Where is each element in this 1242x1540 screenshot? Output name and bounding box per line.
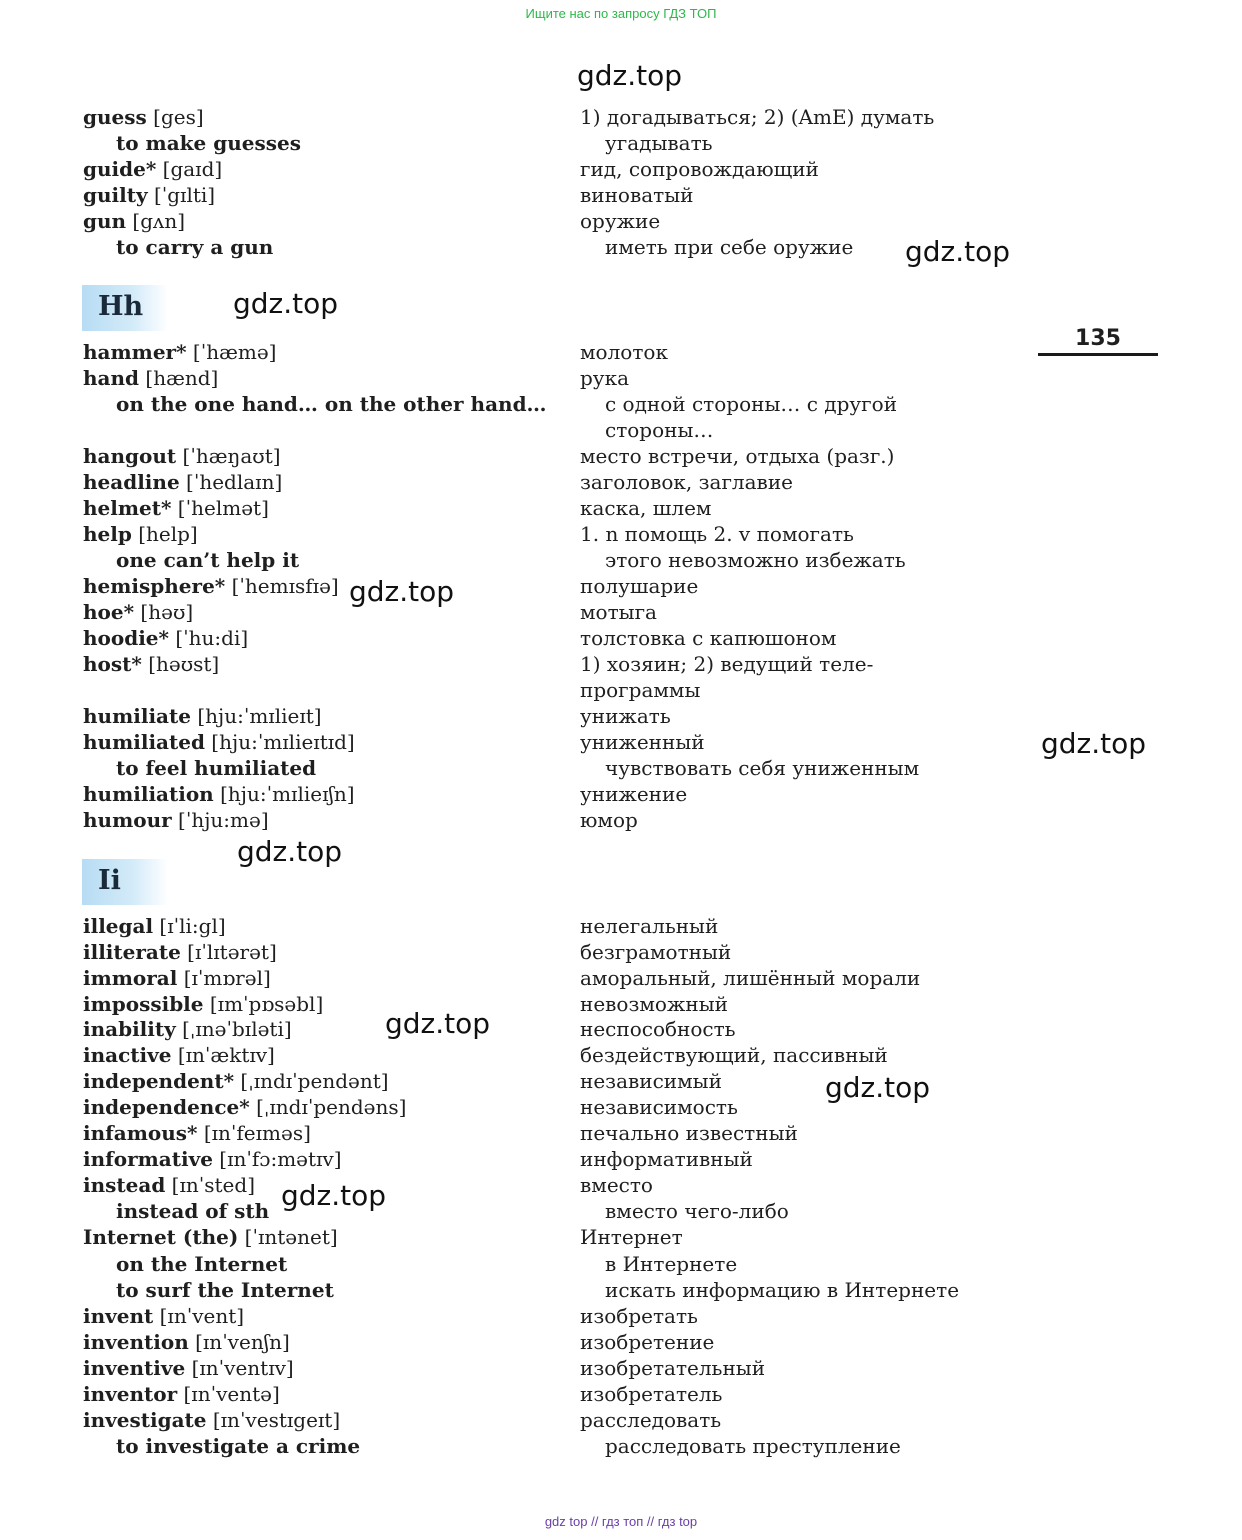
transcription: [həʊst] [141,652,220,676]
letter-heading-h [82,285,168,331]
dictionary-entry [83,339,1183,365]
dictionary-entry [83,1381,1183,1407]
russian-translation: гид, сопровождающий [580,157,819,181]
letter-heading-text: Ii [98,865,121,896]
russian-translation: 1) догадываться; 2) (AmE) думать [580,105,935,129]
english-side [83,573,339,599]
english-side [83,443,281,469]
russian-translation: место встречи, отдыха (разг.) [580,444,895,468]
phrase-text: one can’t help it [116,548,300,572]
dictionary-entry [83,469,1183,495]
dictionary-entry [83,965,1183,991]
dictionary-entry [83,1094,1183,1120]
english-side [83,339,277,365]
english-side [116,1198,269,1224]
russian-translation: нелегальный [580,914,719,938]
watermark: gdz.top [577,59,683,92]
watermark: gdz.top [385,1007,491,1040]
russian-translation: угадывать [605,131,713,155]
english-side [83,625,248,651]
headword: Internet (the) [83,1225,239,1249]
russian-translation: изобретать [580,1304,698,1328]
russian-translation: информативный [580,1147,753,1171]
russian-translation: изобретатель [580,1382,723,1406]
dictionary-entry [83,208,1183,234]
dictionary-entry [83,182,1183,208]
watermark: gdz.top [1041,727,1147,760]
russian-translation: независимый [580,1069,722,1093]
dictionary-entry [83,1016,1183,1042]
watermark: gdz.top [825,1071,931,1104]
headword: inactive [83,1043,172,1067]
transcription: [ɪnˈfeɪməs] [197,1121,311,1145]
russian-translation: молоток [580,340,668,364]
transcription: [ɪnˈsted] [165,1173,255,1197]
headword: informative [83,1147,213,1171]
headword: hangout [83,444,177,468]
headword: immoral [83,966,178,990]
transcription: [ɪnˈventɪv] [185,1356,294,1380]
transcription: [ˈhæmə] [186,340,277,364]
english-side [83,651,219,677]
headword: humiliated [83,730,205,754]
dictionary-entry [83,1224,1183,1250]
russian-translation: печально известный [580,1121,798,1145]
transcription: [ges] [146,105,204,129]
phrase-text: to investigate a crime [116,1434,361,1458]
english-side [116,1277,334,1303]
english-side [83,182,215,208]
transcription: [ˈhu:di] [169,626,249,650]
dictionary-entry [83,599,1183,625]
transcription: [help] [131,522,198,546]
english-side [83,729,355,755]
russian-translation: невозможный [580,992,728,1016]
dictionary-entry [83,1172,1183,1198]
phrase-text: to surf the Internet [116,1278,334,1302]
transcription: [ˌɪndɪˈpendəns] [249,1095,407,1119]
headword: guilty [83,183,148,207]
top-banner: Ищите нас по запросу ГДЗ ТОП [525,6,717,21]
headword: help [83,522,132,546]
transcription: [ɪˈli:gl] [153,914,226,938]
dictionary-entry [83,1407,1183,1433]
russian-translation: расследовать [580,1408,722,1432]
russian-translation: рука [580,366,629,390]
transcription: [ˈhelmət] [171,496,269,520]
english-side [83,1355,294,1381]
transcription: [ˈgɪlti] [147,183,216,207]
dictionary-entry [83,807,1183,833]
english-side [116,547,299,573]
headword: inventive [83,1356,186,1380]
watermark: gdz.top [237,835,343,868]
english-side [116,1251,287,1277]
english-side [83,1146,342,1172]
dictionary-entry [83,156,1183,182]
english-side [83,156,222,182]
transcription: [ɪnˈfɔ:mətɪv] [212,1147,342,1171]
phrase-text: instead of sth [116,1199,270,1223]
headword: inventor [83,1382,178,1406]
headword: guide* [83,157,157,181]
russian-translation: унижение [580,782,688,806]
transcription: [ɪnˈæktɪv] [171,1043,275,1067]
watermark: gdz.top [233,287,339,320]
english-side [83,104,204,130]
phrase-entry [83,1251,1183,1277]
english-side [83,939,277,965]
russian-translation: с одной стороны… с другой [605,392,898,416]
transcription: [ˈhæŋaʊt] [176,444,281,468]
russian-translation: мотыга [580,600,657,624]
english-side [83,1303,244,1329]
watermark: gdz.top [349,575,455,608]
transcription: [ɪˈmɒrəl] [177,966,271,990]
russian-translation: каска, шлем [580,496,712,520]
russian-translation: изобретение [580,1330,715,1354]
headword: gun [83,209,127,233]
russian-translation: виноватый [580,183,694,207]
dictionary-entry [83,573,1183,599]
english-side [83,1407,340,1433]
english-side [83,913,226,939]
phrase-entry [83,547,1183,573]
english-side [83,1329,290,1355]
dictionary-entry [83,1120,1183,1146]
english-side [83,521,198,547]
english-side [83,1172,255,1198]
dictionary-entry [83,703,1183,729]
english-side [83,208,185,234]
dictionary-entry [83,1042,1183,1068]
dictionary-entry [83,991,1183,1017]
dictionary-entry [83,651,1183,677]
transcription: [ɪnˈvent] [153,1304,245,1328]
russian-translation: чувствовать себя униженным [605,756,920,780]
headword: helmet* [83,496,172,520]
english-side [83,1068,389,1094]
transcription: [ˈhju:mə] [171,808,269,832]
dictionary-entry [83,781,1183,807]
headword: instead [83,1173,166,1197]
headword: infamous* [83,1121,198,1145]
english-side [83,807,269,833]
dictionary-entry [83,104,1183,130]
headword: headline [83,470,180,494]
transcription: [həʊ] [134,600,194,624]
dictionary-entry [83,939,1183,965]
headword: humiliate [83,704,191,728]
headword: investigate [83,1408,207,1432]
transcription: [ˈhedlaɪn] [179,470,283,494]
transcription: [ɪnˈvestɪgeɪt] [206,1408,341,1432]
english-side [116,130,301,156]
letter-heading-i [82,859,168,905]
phrase-entry [83,1433,1183,1459]
dictionary-entry [83,913,1183,939]
russian-translation: вместо [580,1173,653,1197]
phrase-entry [83,234,1183,260]
headword: hemisphere* [83,574,226,598]
transcription: [ˈhemɪsfɪə] [225,574,339,598]
headword: impossible [83,992,204,1016]
english-side [83,1381,280,1407]
russian-translation: изобретательный [580,1356,766,1380]
english-side [83,1120,311,1146]
dictionary-entry [83,1068,1183,1094]
english-side [83,965,271,991]
english-side [83,599,193,625]
russian-translation: заголовок, заглавие [580,470,793,494]
watermark: gdz.top [905,235,1011,268]
english-side [83,1224,338,1250]
russian-translation: программы [580,678,701,702]
russian-translation: в Интернете [605,1252,738,1276]
russian-translation: юмор [580,808,638,832]
phrase-entry [83,1198,1183,1224]
page-number: 135 [1038,326,1158,356]
headword: invent [83,1304,154,1328]
phrase-text: on the Internet [116,1252,288,1276]
phrase-entry [83,417,1183,443]
english-side [116,391,547,417]
headword: humour [83,808,172,832]
dictionary-entry [83,677,1183,703]
transcription: [ˌɪndɪˈpendənt] [234,1069,389,1093]
transcription: [ɪnˈvenʃn] [188,1330,290,1354]
phrase-entry [83,391,1183,417]
dictionary-entry [83,625,1183,651]
russian-translation: 1. n помощь 2. v помогать [580,522,854,546]
transcription: [hju:ˈmɪlieɪtɪd] [204,730,355,754]
english-side [83,1042,275,1068]
dictionary-entry [83,365,1183,391]
phrase-text: to feel humiliated [116,756,317,780]
phrase-entry [83,755,1183,781]
english-side [83,781,355,807]
transcription: [gʌn] [126,209,186,233]
russian-translation: вместо чего-либо [605,1199,789,1223]
phrase-entry [83,1277,1183,1303]
english-side [83,365,218,391]
russian-translation: расследовать преступление [605,1434,901,1458]
english-side [116,755,316,781]
dictionary-entry [83,521,1183,547]
english-side [83,703,322,729]
english-side [83,1016,292,1042]
phrase-text: on the one hand… on the other hand… [116,392,547,416]
headword: hoe* [83,600,135,624]
headword: independence* [83,1095,250,1119]
headword: hammer* [83,340,187,364]
transcription: [hænd] [139,366,219,390]
english-side [83,991,323,1017]
headword: hand [83,366,140,390]
transcription: [ɪˈlɪtərət] [180,940,277,964]
russian-translation: унижать [580,704,671,728]
dictionary-entry [83,495,1183,521]
english-side [83,495,269,521]
headword: host* [83,652,142,676]
dictionary-entry [83,1329,1183,1355]
transcription: [ɪnˈventə] [177,1382,280,1406]
transcription: [hju:ˈmɪlieɪʃn] [213,782,355,806]
headword: humiliation [83,782,214,806]
headword: guess [83,105,147,129]
dictionary-entry [83,443,1183,469]
headword: illegal [83,914,154,938]
russian-translation: аморальный, лишённый морали [580,966,921,990]
transcription: [ˌɪnəˈbɪləti] [175,1017,292,1041]
headword: hoodie* [83,626,169,650]
bottom-banner: gdz top // гдз топ // гдз top [544,1514,698,1529]
watermark: gdz.top [281,1179,387,1212]
russian-translation: оружие [580,209,661,233]
english-side [116,234,273,260]
russian-translation: униженный [580,730,705,754]
dictionary-entry [83,1303,1183,1329]
english-side [83,469,282,495]
transcription: [hju:ˈmɪlieɪt] [190,704,322,728]
russian-translation: 1) хозяин; 2) ведущий теле- [580,652,874,676]
russian-translation: Интернет [580,1225,683,1249]
dictionary-entry [83,729,1183,755]
headword: invention [83,1330,189,1354]
letter-heading-text: Hh [98,291,144,322]
russian-translation: независимость [580,1095,738,1119]
headword: inability [83,1017,176,1041]
english-side [83,1094,406,1120]
russian-translation: стороны… [605,418,714,442]
phrase-entry [83,130,1183,156]
english-side [116,1433,360,1459]
russian-translation: толстовка с капюшоном [580,626,837,650]
transcription: [ˈɪntənet] [238,1225,338,1249]
phrase-text: to make guesses [116,131,301,155]
russian-translation: бездействующий, пассивный [580,1043,888,1067]
russian-translation: искать информацию в Интернете [605,1278,960,1302]
dictionary-entry [83,1146,1183,1172]
russian-translation: безграмотный [580,940,732,964]
headword: independent* [83,1069,235,1093]
transcription: [ɪmˈpɒsəbl] [203,992,324,1016]
headword: illiterate [83,940,181,964]
russian-translation: неспособность [580,1017,736,1041]
dictionary-entry [83,1355,1183,1381]
transcription: [gaɪd] [156,157,223,181]
russian-translation: иметь при себе оружие [605,235,854,259]
phrase-text: to carry a gun [116,235,274,259]
russian-translation: полушарие [580,574,699,598]
russian-translation: этого невозможно избежать [605,548,906,572]
